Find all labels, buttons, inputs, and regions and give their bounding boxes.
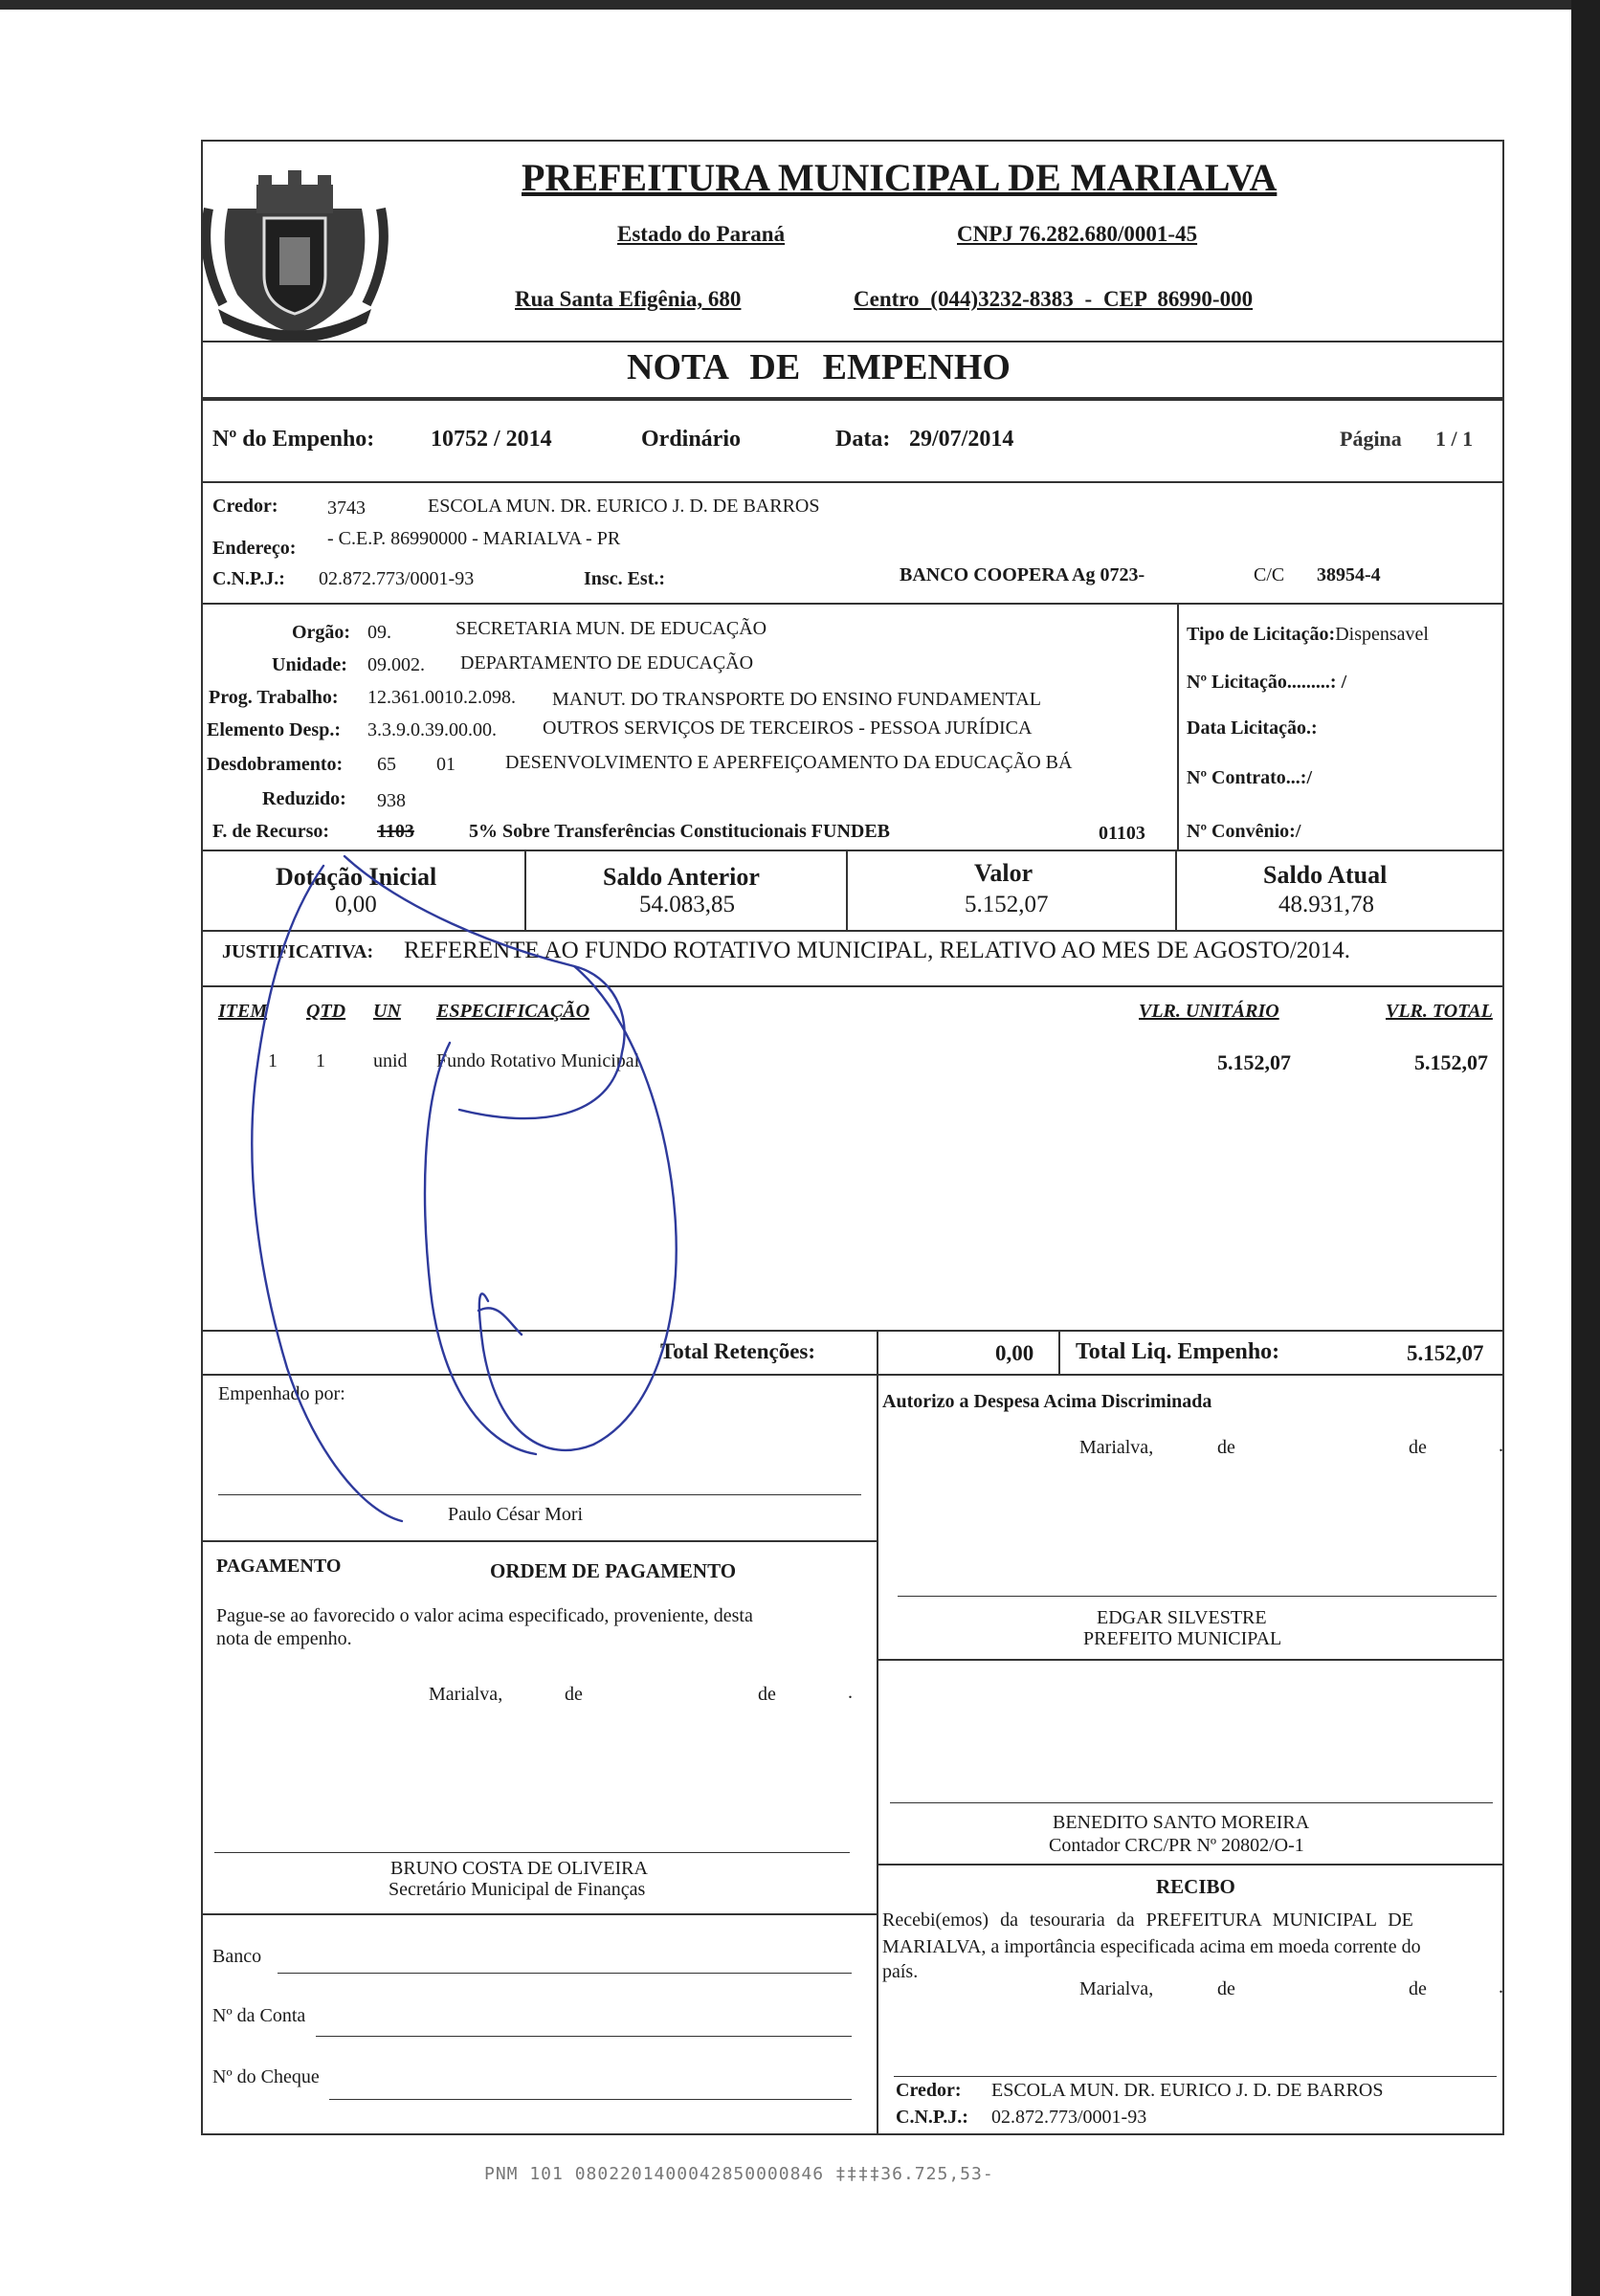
divider <box>201 1374 1504 1376</box>
recibo-text1: Recebi(emos) da tesouraria da PREFEITURA MUNICIPAL DE <box>882 1910 1413 1931</box>
conta-field-line[interactable] <box>316 2036 852 2037</box>
qtd-cell: 1 <box>316 1050 325 1071</box>
credor-label: Credor: <box>212 496 278 517</box>
reduzido-label: Reduzido: <box>262 788 346 809</box>
endereco-label: Endereço: <box>212 538 297 559</box>
insc-label: Insc. Est.: <box>584 568 666 589</box>
divider <box>201 930 1504 932</box>
valor-label: Valor <box>974 859 1033 887</box>
doc-title: NOTA DE EMPENHO <box>627 347 1011 387</box>
estado-text: Estado do Paraná <box>617 222 786 246</box>
banco-field-line[interactable] <box>278 1973 852 1974</box>
empenho-number: 10752 / 2014 <box>431 427 552 452</box>
banco-field-label: Banco <box>212 1946 262 1967</box>
licitacao-data: Data Licitação.: <box>1187 718 1318 739</box>
recibo-de2: de <box>1409 1978 1427 1999</box>
saldo-atual-label: Saldo Atual <box>1263 861 1388 889</box>
divider <box>201 341 1504 342</box>
ordem-pagamento: ORDEM DE PAGAMENTO <box>490 1559 737 1582</box>
cnpj-label: C.N.P.J.: <box>212 568 285 589</box>
address-text: Centro (044)3232-8383 - CEP 86990-000 <box>854 287 1254 311</box>
especificacao-header: ESPECIFICAÇÃO <box>436 1001 590 1022</box>
elemento-label: Elemento Desp.: <box>207 719 341 740</box>
recurso-number: 01103 <box>1099 823 1145 844</box>
empenhado-nome: Paulo César Mori <box>448 1504 584 1525</box>
empenho-label: Nº do Empenho: <box>212 427 375 452</box>
prog-label: Prog. Trabalho: <box>209 687 339 708</box>
recibo-cnpj: 02.872.773/0001-93 <box>991 2107 1147 2128</box>
desdobramento-name: DESENVOLVIMENTO E APERFEIÇOAMENTO DA EDUCAÇÃO BÁ <box>505 752 1073 773</box>
divider <box>201 481 1504 483</box>
divider <box>201 603 1504 605</box>
licitacao-tipo-value: Dispensavel <box>1335 624 1429 645</box>
orgao-name: SECRETARIA MUN. DE EDUCAÇÃO <box>456 618 767 639</box>
licitacao-tipo-label-text: Tipo de Licitação: <box>1187 624 1336 645</box>
reduzido-value: 938 <box>377 790 406 811</box>
divider <box>877 1864 1504 1866</box>
orgao-label: Orgão: <box>292 622 351 643</box>
qtd-header: QTD <box>306 1001 346 1022</box>
un-header: UN <box>373 1001 401 1022</box>
cheque-field-line[interactable] <box>329 2099 852 2100</box>
unidade-code: 09.002. <box>367 654 425 675</box>
footer-code: PNM 101 0802201400042850000846 ‡‡‡‡36.725,53- <box>484 2164 994 2184</box>
divider <box>1177 603 1179 850</box>
justificativa-text: REFERENTE AO FUNDO ROTATIVO MUNICIPAL, RELATIVO AO MES DE AGOSTO/2014. <box>404 938 1351 963</box>
un-cell: unid <box>373 1050 408 1071</box>
cheque-field-label: Nº do Cheque <box>212 2066 320 2087</box>
recibo-signature-line <box>894 2076 1497 2077</box>
recibo-local: Marialva, <box>1079 1978 1154 1999</box>
liq-value: 5.152,07 <box>1407 1341 1484 1365</box>
empenho-type: Ordinário <box>641 427 742 452</box>
divider <box>201 985 1504 987</box>
contador-cargo: Contador CRC/PR Nº 20802/O-1 <box>1049 1835 1304 1856</box>
divider <box>201 1913 877 1915</box>
secretario-signature-line <box>214 1852 850 1853</box>
contador-nome: BENEDITO SANTO MOREIRA <box>1053 1812 1310 1833</box>
licitacao-numero: Nº Licitação.........: / <box>1187 672 1347 693</box>
divider <box>877 1659 1504 1661</box>
liq-label: Total Liq. Empenho: <box>1076 1339 1280 1364</box>
especificacao-cell: Fundo Rotativo Municipal <box>436 1050 640 1071</box>
credor-name: ESCOLA MUN. DR. EURICO J. D. DE BARROS <box>428 496 820 517</box>
cnpj-header: CNPJ 76.282.680/0001-45 <box>957 222 1198 246</box>
item-header: ITEM <box>218 1001 268 1022</box>
pagamento-de1: de <box>565 1684 583 1705</box>
recibo-text3: país. <box>882 1961 919 1982</box>
elemento-name: OUTROS SERVIÇOS DE TERCEIROS - PESSOA JURÍDICA <box>543 718 1033 739</box>
contrato-number: Nº Contrato...:/ <box>1187 767 1313 788</box>
autorizo-local: Marialva, <box>1079 1437 1154 1458</box>
autorizo-de2: de <box>1409 1437 1427 1458</box>
desdobramento-code1: 65 <box>377 754 396 775</box>
dotacao-label: Dotação Inicial <box>276 863 437 891</box>
recibo-cnpj-label: C.N.P.J.: <box>896 2107 968 2128</box>
secretario-cargo: Secretário Municipal de Finanças <box>389 1879 646 1900</box>
street-text: Rua Santa Efigênia, 680 <box>515 287 742 311</box>
saldo-anterior-value: 54.083,85 <box>639 892 735 917</box>
elemento-code: 3.3.9.0.39.00.00. <box>367 719 497 740</box>
retencoes-value: 0,00 <box>995 1341 1034 1365</box>
conta-field-label: Nº da Conta <box>212 2005 306 2026</box>
divider <box>877 1330 878 1374</box>
prog-code: 12.361.0010.2.098. <box>367 687 516 708</box>
vlr-unitario-cell: 5.152,07 <box>1217 1050 1291 1074</box>
scan-right-edge <box>1571 0 1600 2296</box>
recibo-dot: . <box>1499 1976 1503 1998</box>
prefeito-nome: EDGAR SILVESTRE <box>1097 1607 1267 1628</box>
signature-line <box>218 1494 861 1495</box>
recibo-title: RECIBO <box>1156 1875 1235 1898</box>
divider <box>201 1540 877 1542</box>
secretario-nome: BRUNO COSTA DE OLIVEIRA <box>390 1858 648 1879</box>
divider <box>1175 850 1177 930</box>
date-label: Data: <box>835 427 891 452</box>
vlr-total-header: VLR. TOTAL <box>1386 1001 1493 1022</box>
valor-value: 5.152,07 <box>965 892 1049 917</box>
recurso-label: F. de Recurso: <box>212 821 330 842</box>
item-cell: 1 <box>268 1050 278 1071</box>
date-value: 29/07/2014 <box>909 427 1014 452</box>
page-label: Página <box>1340 427 1402 451</box>
divider <box>201 850 1504 851</box>
unidade-name: DEPARTAMENTO DE EDUCAÇÃO <box>460 652 754 673</box>
dotacao-value: 0,00 <box>335 892 377 917</box>
pagamento-label: PAGAMENTO <box>216 1556 342 1577</box>
licitacao-tipo-label <box>1187 624 1429 646</box>
orgao-code: 09. <box>367 622 391 643</box>
recibo-credor-label: Credor: <box>896 2080 962 2101</box>
pagamento-de2: de <box>758 1684 776 1705</box>
contador-signature-line <box>890 1802 1493 1803</box>
page-value: 1 / 1 <box>1435 427 1474 451</box>
divider <box>524 850 526 930</box>
saldo-atual-value: 48.931,78 <box>1278 892 1374 917</box>
desdobramento-label: Desdobramento: <box>207 754 344 775</box>
recibo-credor: ESCOLA MUN. DR. EURICO J. D. DE BARROS <box>991 2080 1384 2101</box>
recibo-de1: de <box>1217 1978 1235 1999</box>
banco-value: BANCO COOPERA Ag 0723- <box>900 564 1145 585</box>
pagamento-text1: Pague-se ao favorecido o valor acima especificado, proveniente, desta <box>216 1605 753 1626</box>
credor-code: 3743 <box>327 497 366 519</box>
autorizo-de1: de <box>1217 1437 1235 1458</box>
divider <box>1058 1330 1060 1374</box>
recibo-text2: MARIALVA, a importância especificada acima em moeda corrente do <box>882 1936 1421 1957</box>
pagamento-text2: nota de empenho. <box>216 1628 352 1649</box>
recurso-code: 1103 <box>377 821 414 842</box>
pagamento-local: Marialva, <box>429 1684 503 1705</box>
pagamento-dot: . <box>848 1682 853 1703</box>
divider <box>201 397 1504 401</box>
prefeito-cargo: PREFEITO MUNICIPAL <box>1083 1628 1282 1649</box>
convenio-number: Nº Convênio:/ <box>1187 821 1301 842</box>
desdobramento-code2: 01 <box>436 754 456 775</box>
empenhado-label: Empenhado por: <box>218 1383 345 1404</box>
scan-top-edge <box>0 0 1600 10</box>
retencoes-label: Total Retenções: <box>660 1339 816 1363</box>
cc-value: 38954-4 <box>1317 564 1381 585</box>
cnpj-value: 02.872.773/0001-93 <box>319 568 475 589</box>
prefeito-signature-line <box>898 1596 1497 1597</box>
autorizo-dot: . <box>1499 1435 1503 1456</box>
autorizo-text: Autorizo a Despesa Acima Discriminada <box>882 1391 1212 1412</box>
divider <box>846 850 848 930</box>
saldo-anterior-label: Saldo Anterior <box>603 863 760 891</box>
vlr-total-cell: 5.152,07 <box>1414 1050 1488 1074</box>
coat-of-arms-icon <box>199 151 390 342</box>
cc-label: C/C <box>1254 564 1285 585</box>
prefeitura-title: PREFEITURA MUNICIPAL DE MARIALVA <box>522 156 1278 199</box>
justificativa-label: JUSTIFICATIVA: <box>222 941 374 962</box>
prog-name: MANUT. DO TRANSPORTE DO ENSINO FUNDAMENTAL <box>552 689 1041 710</box>
recurso-name: 5% Sobre Transferências Constitucionais FUNDEB <box>469 821 891 842</box>
divider <box>877 1374 878 2135</box>
endereco-value: - C.E.P. 86990000 - MARIALVA - PR <box>327 528 621 549</box>
unidade-label: Unidade: <box>272 654 347 675</box>
vlr-unitario-header: VLR. UNITÁRIO <box>1139 1001 1279 1022</box>
divider <box>201 1330 1504 1332</box>
